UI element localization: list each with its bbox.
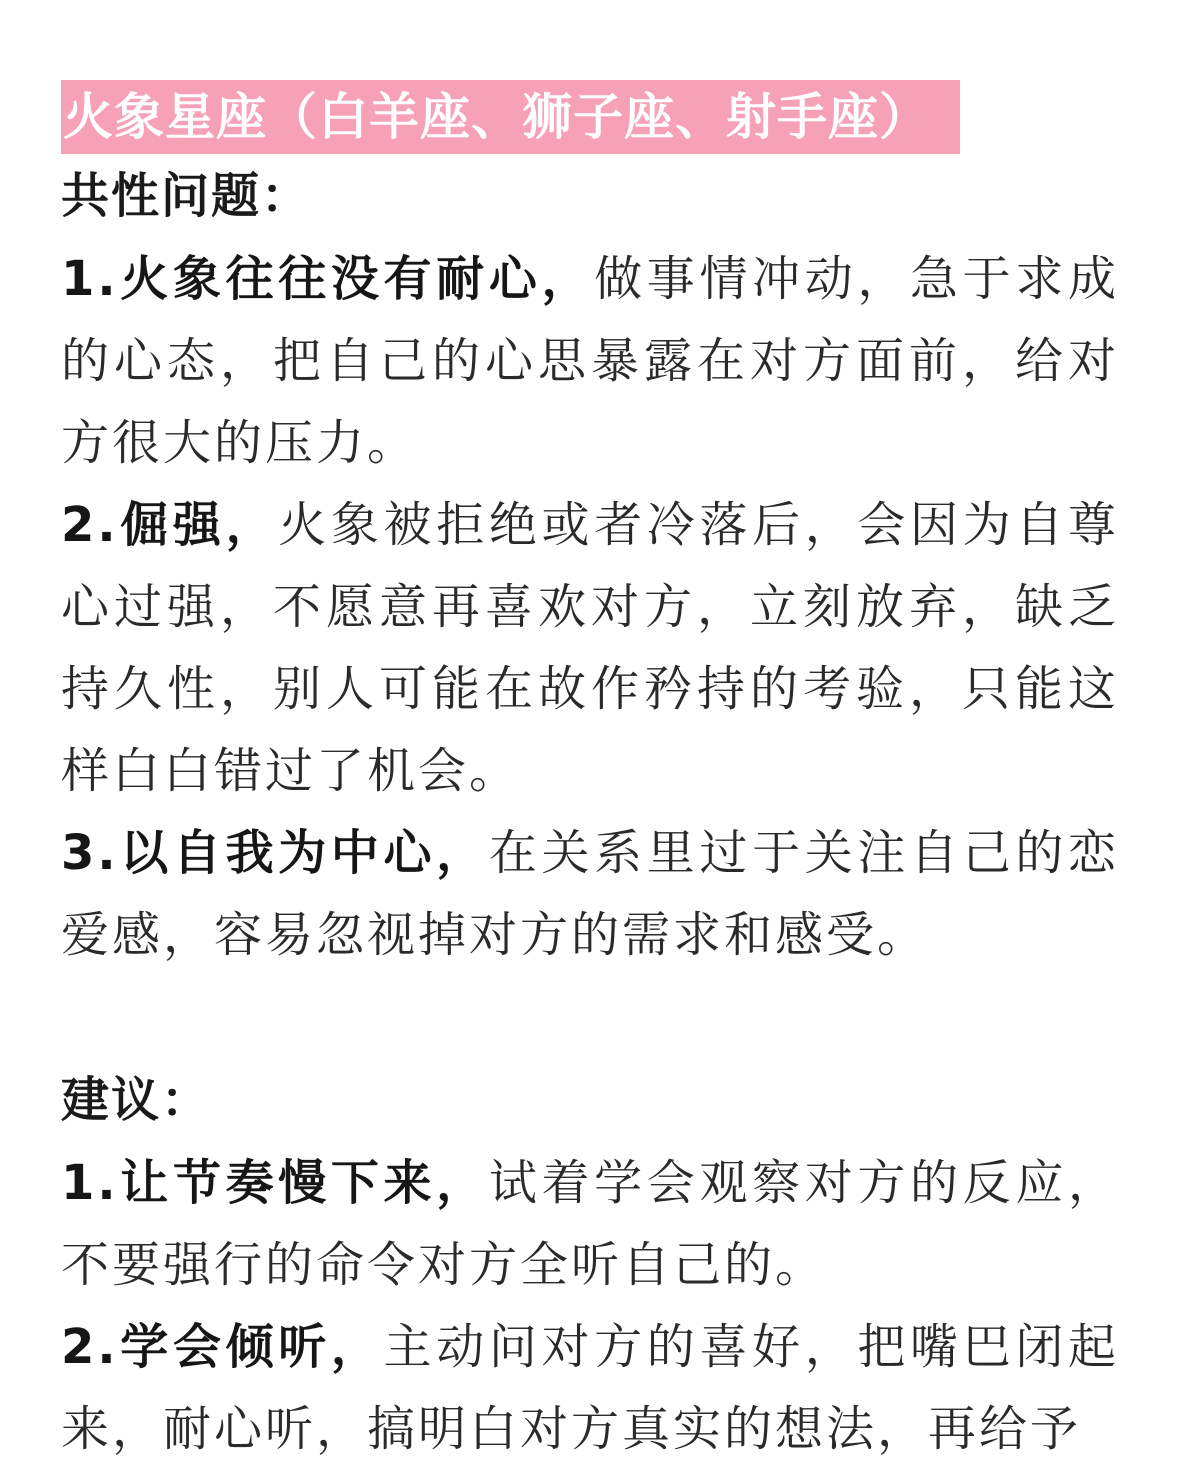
advice-item-2-text: 主动问对方的喜好，把嘴巴闭起来，耐心听，搞明白对方真实的想法，再给予: [61, 1319, 1119, 1457]
problem-item-2-text: 火象被拒绝或者冷落后，会因为自尊心过强，不愿意再喜欢对方，立刻放弃，缺乏持久性，别人可能在故作矜持的考验，只能这样白白错过了机会。: [61, 497, 1119, 799]
advice-item-1-lead: 让节奏慢下来，: [118, 1155, 489, 1211]
problem-item-1: [61, 238, 1119, 484]
advice-item-1: [61, 1142, 1119, 1306]
problem-item-3-number: 3.: [61, 825, 119, 881]
advice-item-2-lead: 学会倾听，: [118, 1319, 384, 1375]
problem-item-2-lead: 倔强，: [118, 497, 279, 553]
section-title: 火象星座（白羊座、狮子座、射手座）: [61, 80, 960, 154]
problem-item-1-lead: 火象往往没有耐心，: [118, 251, 595, 307]
section-spacer: [61, 976, 1119, 1058]
problems-heading: 共性问题：: [61, 168, 312, 224]
problem-item-2: [61, 484, 1119, 812]
problem-item-2-number: 2.: [61, 497, 119, 553]
advice-item-2: [61, 1306, 1119, 1470]
problem-item-3-text: 在关系里过于关注自己的恋爱感，容易忽视掉对方的需求和感受。: [61, 825, 1119, 963]
advice-item-1-number: 1.: [61, 1155, 119, 1211]
advice-heading: 建议：: [61, 1072, 212, 1128]
article: [61, 80, 1119, 1470]
problem-item-1-text: 做事情冲动，急于求成的心态，把自己的心思暴露在对方面前，给对方很大的压力。: [61, 251, 1119, 471]
advice-item-1-text: 试着学会观察对方的反应，不要强行的命令对方全听自己的。: [61, 1155, 1119, 1293]
problem-item-3: [61, 812, 1119, 976]
problem-item-3-lead: 以自我为中心，: [118, 825, 489, 881]
problem-item-1-number: 1.: [61, 251, 119, 307]
advice-item-2-number: 2.: [61, 1319, 119, 1375]
